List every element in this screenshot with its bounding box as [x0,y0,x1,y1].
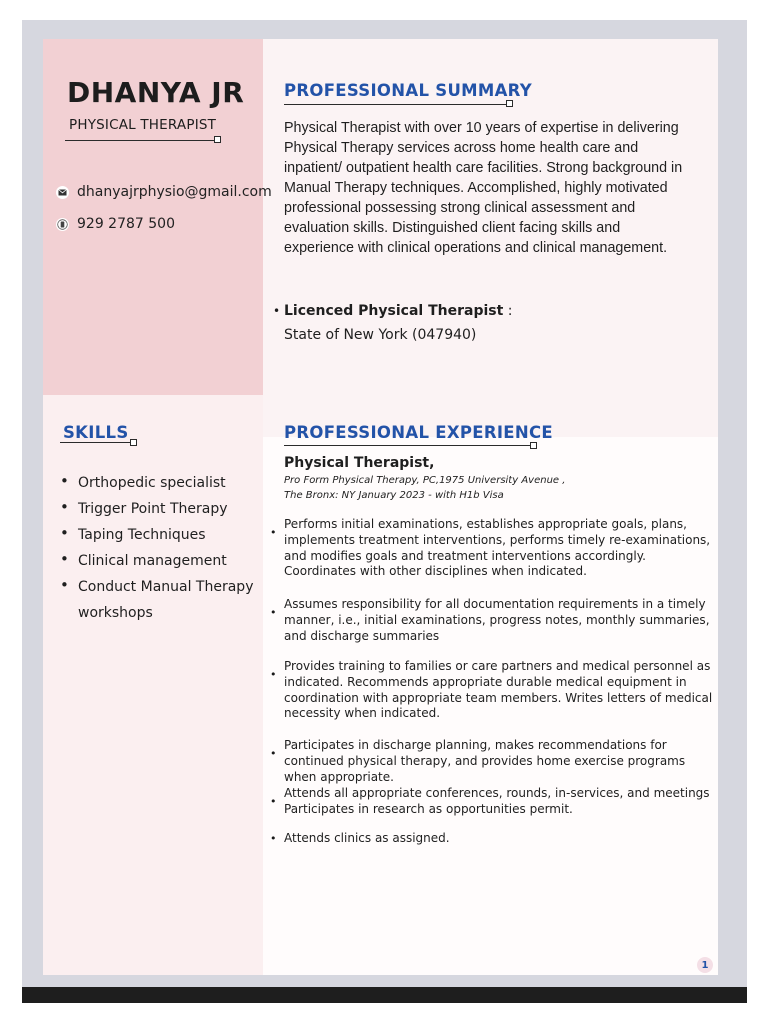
duty-bullet: • [270,832,277,845]
experience-role: Physical Therapist, [284,455,435,471]
skill-item: • Taping Techniques [60,522,255,548]
skill-item: • Conduct Manual Therapy workshops [60,574,255,626]
duty-text: Performs initial examinations, establishes appropriate goals, plans, implements treatment interventions, performs timely re-examinations, and modifies goals and treatment interventions accordingly. Coordinates with other disciplines when indicated. [284,517,711,579]
license-title-text: Licenced Physical Therapist [284,303,504,319]
duty-bullet: • [270,747,277,760]
job-title-rule-marker [214,136,221,143]
phone-icon [56,218,69,231]
page-number: 1 [697,957,713,973]
duty-bullet: • [270,526,277,539]
summary-text: Physical Therapist with over 10 years of expertise in delivering Physical Therapy services across home health care and inpatient/ outpatient health care facilities. Strong background in Manual Therapy techniques. Accomplished, highly motivated professional possessing strong clinical assessment and evaluation skills. Distinguished client facing skills and experience with clinical operations and clinical management. [284,120,683,256]
duty-text: Attends clinics as assigned. [284,831,450,845]
skills-heading-rule [60,442,134,443]
phone-text: 929 2787 500 [77,216,175,232]
job-title-rule [65,140,217,141]
professional-experience-heading: PROFESSIONAL EXPERIENCE [284,423,553,442]
skills-list [60,470,255,626]
skill-item: • Trigger Point Therapy [60,496,255,522]
duty-bullet: • [270,795,277,808]
contact-phone[interactable] [56,216,175,232]
license-colon: : [503,303,513,319]
job-title: PHYSICAL THERAPIST [69,117,217,133]
summary-heading-rule-marker [506,100,513,107]
experience-employer-line2: The Bronx: NY January 2023 - with H1b Visa [284,490,504,501]
skill-item: • Orthopedic specialist [60,470,255,496]
summary-heading-rule [284,104,509,105]
duty-text: Attends all appropriate conferences, rounds, in-services, and meetings Participates in research as opportunities permit. [284,786,710,816]
candidate-name: DHANYA JR [67,76,245,109]
duty-bullet: • [270,668,277,681]
duty-bullet: • [270,606,277,619]
experience-heading-rule [284,445,534,446]
contact-email[interactable] [56,184,272,200]
professional-summary-heading: PROFESSIONAL SUMMARY [284,81,533,100]
license-title [284,303,512,319]
footer-bar [22,987,747,1003]
license-value: State of New York (047940) [284,327,477,343]
license-bullet: • [273,304,281,318]
skills-heading-rule-marker [130,439,137,446]
experience-employer-line1: Pro Form Physical Therapy, PC,1975 University Avenue , [284,475,566,486]
email-text: dhanyajrphysio@gmail.com [77,184,272,200]
duty-text: Provides training to families or care partners and medical personnel as indicated. Recommends appropriate durable medical equipment in coordination with appropriate team members. Writes letters of medical necessity when indicated. [284,659,713,721]
experience-heading-rule-marker [530,442,537,449]
skills-heading: SKILLS [63,423,129,442]
duty-text: Participates in discharge planning, makes recommendations for continued physical therapy, and provides home exercise programs when appropriate. [284,738,686,784]
skill-item: • Clinical management [60,548,255,574]
duty-text: Assumes responsibility for all documentation requirements in a timely manner, i.e., initial examinations, progress notes, monthly summaries, and discharge summaries [284,597,710,643]
envelope-icon [56,186,69,199]
